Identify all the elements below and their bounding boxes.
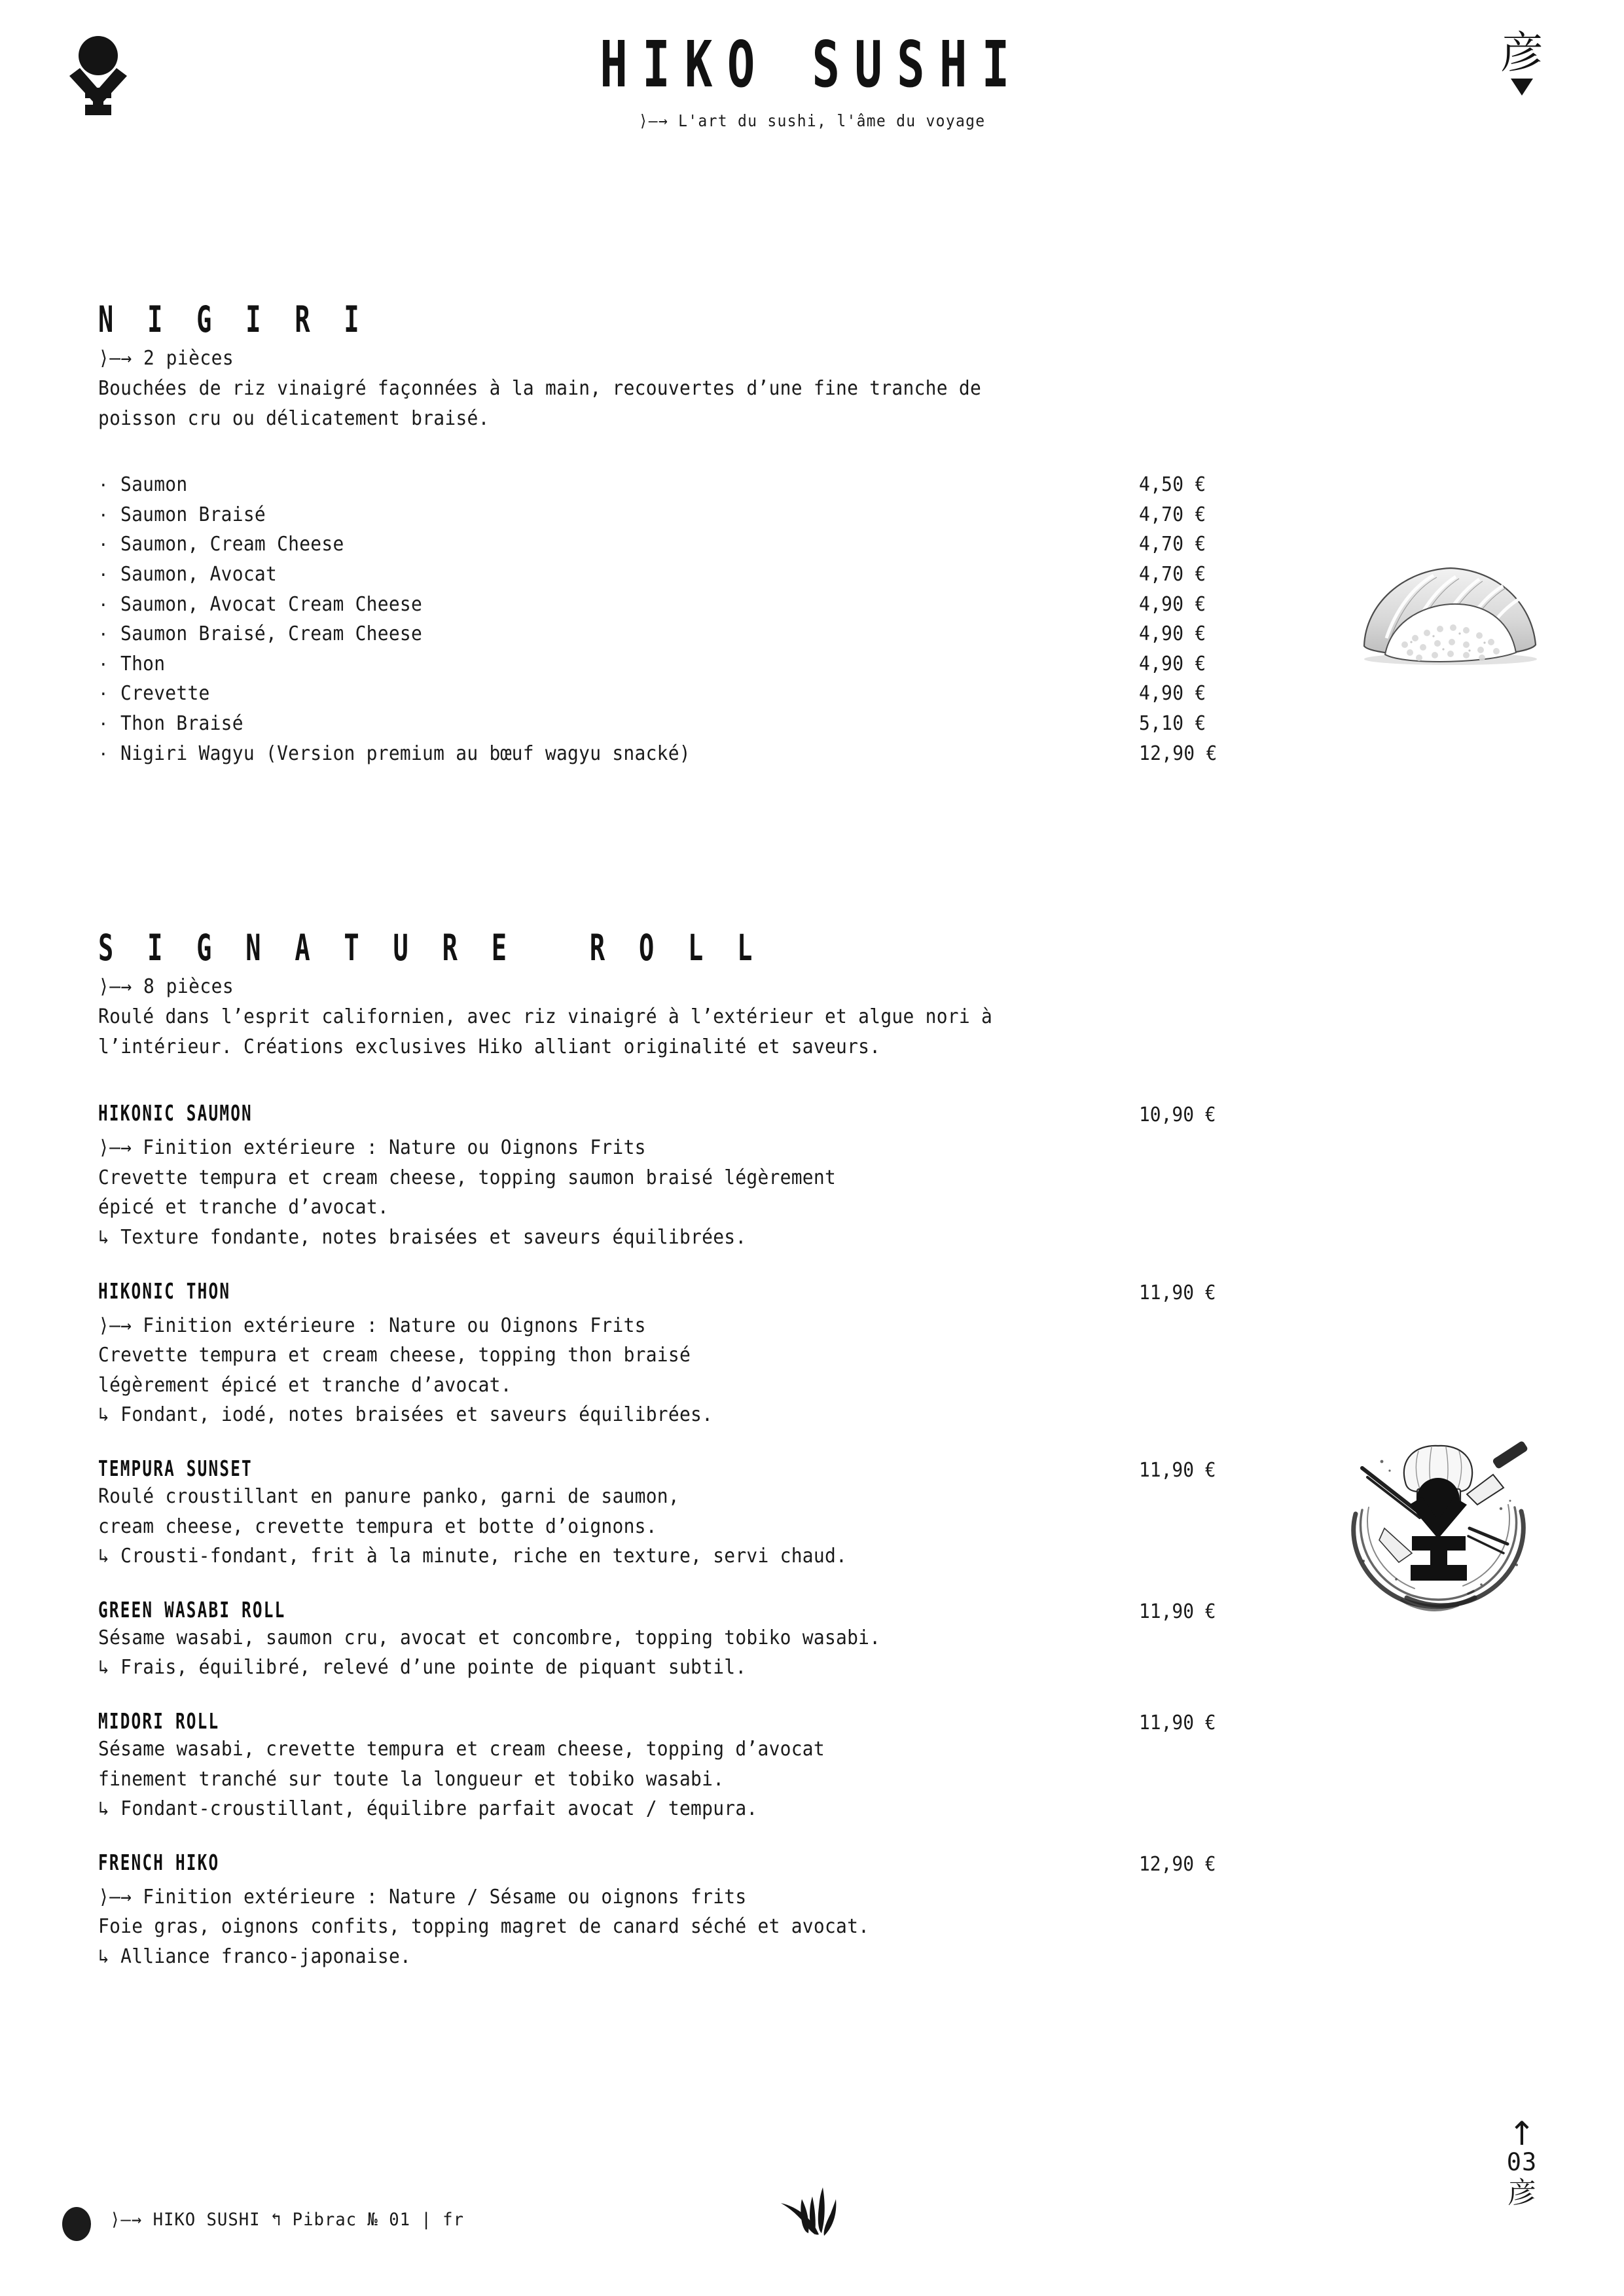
roll-description-line: cream cheese, crevette tempura et botte d’oignons. bbox=[98, 1515, 657, 1538]
item-price: 10,90 € bbox=[1139, 1103, 1216, 1127]
section-description-nigiri bbox=[98, 374, 1413, 433]
list-item[interactable] bbox=[98, 1596, 1296, 1683]
roll-note: ↳ Frais, équilibré, relevé d’une pointe de piquant subtil. bbox=[98, 1656, 747, 1679]
section-title-signature-roll: S I G N A T U R E R O L L bbox=[98, 926, 762, 969]
item-name: Thon Braisé bbox=[120, 711, 244, 735]
item-price: 11,90 € bbox=[1139, 1711, 1216, 1734]
bullet-icon: · bbox=[98, 535, 109, 556]
page-header bbox=[0, 0, 1624, 177]
item-name: Saumon, Avocat bbox=[120, 562, 278, 586]
list-item[interactable] bbox=[98, 560, 1296, 590]
roll-header bbox=[98, 1849, 1296, 1876]
description-line: poisson cru ou délicatement braisé. bbox=[98, 406, 490, 430]
bullet-icon: · bbox=[98, 505, 109, 526]
item-name: Saumon Braisé, Cream Cheese bbox=[120, 622, 423, 646]
roll-header bbox=[98, 1278, 1296, 1304]
item-name: Saumon, Cream Cheese bbox=[120, 533, 344, 556]
item-price: 4,70 € bbox=[1139, 503, 1206, 526]
item-price: 4,90 € bbox=[1139, 592, 1206, 616]
footer-caption: ⟩—→ HIKO SUSHI ↰ Pibrac № 01 | fr bbox=[110, 2210, 464, 2230]
item-name: TEMPURA SUNSET bbox=[98, 1456, 253, 1481]
roll-description-line: Sésame wasabi, saumon cru, avocat et concombre, topping tobiko wasabi. bbox=[98, 1626, 881, 1649]
roll-note: ↳ Crousti-fondant, frit à la minute, riche en texture, servi chaud. bbox=[98, 1545, 848, 1568]
roll-note: ↳ Alliance franco-japonaise. bbox=[98, 1945, 412, 1968]
list-item[interactable] bbox=[98, 1708, 1296, 1824]
list-item[interactable] bbox=[98, 619, 1296, 649]
description-line: Roulé dans l’esprit californien, avec riz vinaigré à l’extérieur et algue nori à bbox=[98, 1005, 993, 1028]
page-title: HIKO SUSHI bbox=[600, 28, 1024, 102]
item-name: MIDORI ROLL bbox=[98, 1708, 220, 1734]
kanji-hiko-glyph: 彦 bbox=[1507, 2176, 1536, 2210]
brand-tagline: ⟩—→ L'art du sushi, l'âme du voyage bbox=[638, 111, 986, 130]
roll-description-line: Crevette tempura et cream cheese, topping saumon braisé légèrement bbox=[98, 1166, 837, 1189]
item-price: 12,90 € bbox=[1139, 1852, 1216, 1876]
item-price: 4,90 € bbox=[1139, 682, 1206, 706]
list-item[interactable] bbox=[98, 470, 1296, 500]
roll-description-line: Crevette tempura et cream cheese, topping thon braisé bbox=[98, 1344, 691, 1367]
bullet-icon: · bbox=[98, 655, 109, 675]
bullet-icon: · bbox=[98, 565, 109, 585]
item-price: 4,70 € bbox=[1139, 562, 1206, 586]
list-item[interactable] bbox=[98, 649, 1296, 679]
list-item[interactable] bbox=[98, 739, 1296, 769]
bullet-icon: · bbox=[98, 476, 109, 496]
list-item[interactable] bbox=[98, 1456, 1296, 1571]
roll-finish-line: ⟩—→ Finition extérieure : Nature / Sésame ou oignons frits bbox=[98, 1885, 747, 1909]
signature-roll-list bbox=[98, 1100, 1525, 1971]
roll-description-line: Foie gras, oignons confits, topping magret de canard séché et avocat. bbox=[98, 1915, 870, 1939]
item-price: 5,10 € bbox=[1139, 711, 1206, 735]
section-signature-roll bbox=[98, 926, 1525, 2000]
item-name: Nigiri Wagyu (Version premium au bœuf wagyu snacké) bbox=[120, 742, 691, 765]
nigiri-price-list bbox=[98, 470, 1296, 768]
roll-description-line: finement tranché sur toute la longueur et tobiko wasabi. bbox=[98, 1767, 725, 1791]
nigiri-sushi-sketch-icon bbox=[1335, 547, 1558, 671]
item-name: GREEN WASABI ROLL bbox=[98, 1596, 286, 1623]
bullet-icon: · bbox=[98, 714, 109, 734]
roll-description-line: épicé et tranche d’avocat. bbox=[98, 1196, 389, 1219]
triangle-down-icon bbox=[1511, 79, 1533, 96]
item-name: HIKONIC THON bbox=[98, 1278, 231, 1304]
roll-finish-line: ⟩—→ Finition extérieure : Nature ou Oignons Frits bbox=[98, 1314, 646, 1337]
item-name: Saumon, Avocat Cream Cheese bbox=[120, 592, 423, 616]
arrow-up-icon: ↑ bbox=[1508, 2115, 1536, 2153]
description-line: l’intérieur. Créations exclusives Hiko alliant originalité et saveurs. bbox=[98, 1035, 881, 1058]
item-name: FRENCH HIKO bbox=[98, 1849, 220, 1875]
roll-note: ↳ Fondant-croustillant, équilibre parfait avocat / tempura. bbox=[98, 1797, 758, 1821]
section-description-signature-roll bbox=[98, 1002, 1413, 1062]
brand-title-block bbox=[0, 28, 1624, 130]
roll-description-line: légèrement épicé et tranche d’avocat. bbox=[98, 1373, 512, 1397]
bullet-icon: · bbox=[98, 685, 109, 705]
corner-kanji-mark bbox=[1483, 27, 1561, 96]
item-price: 11,90 € bbox=[1139, 1600, 1216, 1623]
list-item[interactable] bbox=[98, 1849, 1296, 1972]
item-price: 4,90 € bbox=[1139, 622, 1206, 646]
list-item[interactable] bbox=[98, 590, 1296, 620]
section-meta-signature-roll: ⟩—→ 8 pièces bbox=[98, 975, 234, 998]
item-name: Saumon bbox=[120, 473, 188, 497]
list-item[interactable] bbox=[98, 500, 1296, 530]
brush-grass-ornament-icon bbox=[776, 2185, 867, 2263]
item-price: 11,90 € bbox=[1139, 1281, 1216, 1304]
list-item[interactable] bbox=[98, 1278, 1296, 1430]
list-item[interactable] bbox=[98, 679, 1296, 709]
item-price: 4,50 € bbox=[1139, 473, 1206, 497]
roll-header bbox=[98, 1596, 1296, 1623]
item-price: 12,90 € bbox=[1139, 742, 1218, 765]
roll-note: ↳ Texture fondante, notes braisées et saveurs équilibrées. bbox=[98, 1225, 747, 1249]
hiko-chef-emblem-icon bbox=[1339, 1437, 1538, 1613]
kanji-hiko-glyph: 彦 bbox=[1500, 27, 1543, 78]
item-name: HIKONIC SAUMON bbox=[98, 1100, 253, 1126]
section-meta-nigiri: ⟩—→ 2 pièces bbox=[98, 347, 234, 370]
list-item[interactable] bbox=[98, 529, 1296, 560]
bullet-icon: · bbox=[98, 595, 109, 615]
bullet-icon: · bbox=[98, 744, 109, 764]
roll-note: ↳ Fondant, iodé, notes braisées et saveurs équilibrées. bbox=[98, 1403, 713, 1427]
roll-header bbox=[98, 1456, 1296, 1482]
item-price: 11,90 € bbox=[1139, 1458, 1216, 1482]
section-title-nigiri: N I G I R I bbox=[98, 298, 369, 340]
filled-circle-icon bbox=[62, 2207, 91, 2241]
item-price: 4,90 € bbox=[1139, 652, 1206, 675]
roll-description-line: Sésame wasabi, crevette tempura et cream cheese, topping d’avocat bbox=[98, 1737, 825, 1761]
roll-finish-line: ⟩—→ Finition extérieure : Nature ou Oignons Frits bbox=[98, 1136, 646, 1160]
description-line: Bouchées de riz vinaigré façonnées à la main, recouvertes d’une fine tranche de bbox=[98, 377, 982, 400]
bullet-icon: · bbox=[98, 625, 109, 645]
page-marker bbox=[1483, 2117, 1561, 2208]
item-price: 4,70 € bbox=[1139, 533, 1206, 556]
list-item[interactable] bbox=[98, 709, 1296, 739]
roll-header bbox=[98, 1100, 1296, 1127]
page-number: 03 bbox=[1506, 2148, 1538, 2176]
item-name: Crevette bbox=[120, 682, 210, 706]
section-nigiri bbox=[98, 298, 1525, 768]
list-item[interactable] bbox=[98, 1100, 1296, 1252]
roll-description-line: Roulé croustillant en panure panko, garni de saumon, bbox=[98, 1484, 679, 1508]
item-name: Saumon Braisé bbox=[120, 503, 266, 526]
item-name: Thon bbox=[120, 652, 166, 675]
roll-header bbox=[98, 1708, 1296, 1734]
